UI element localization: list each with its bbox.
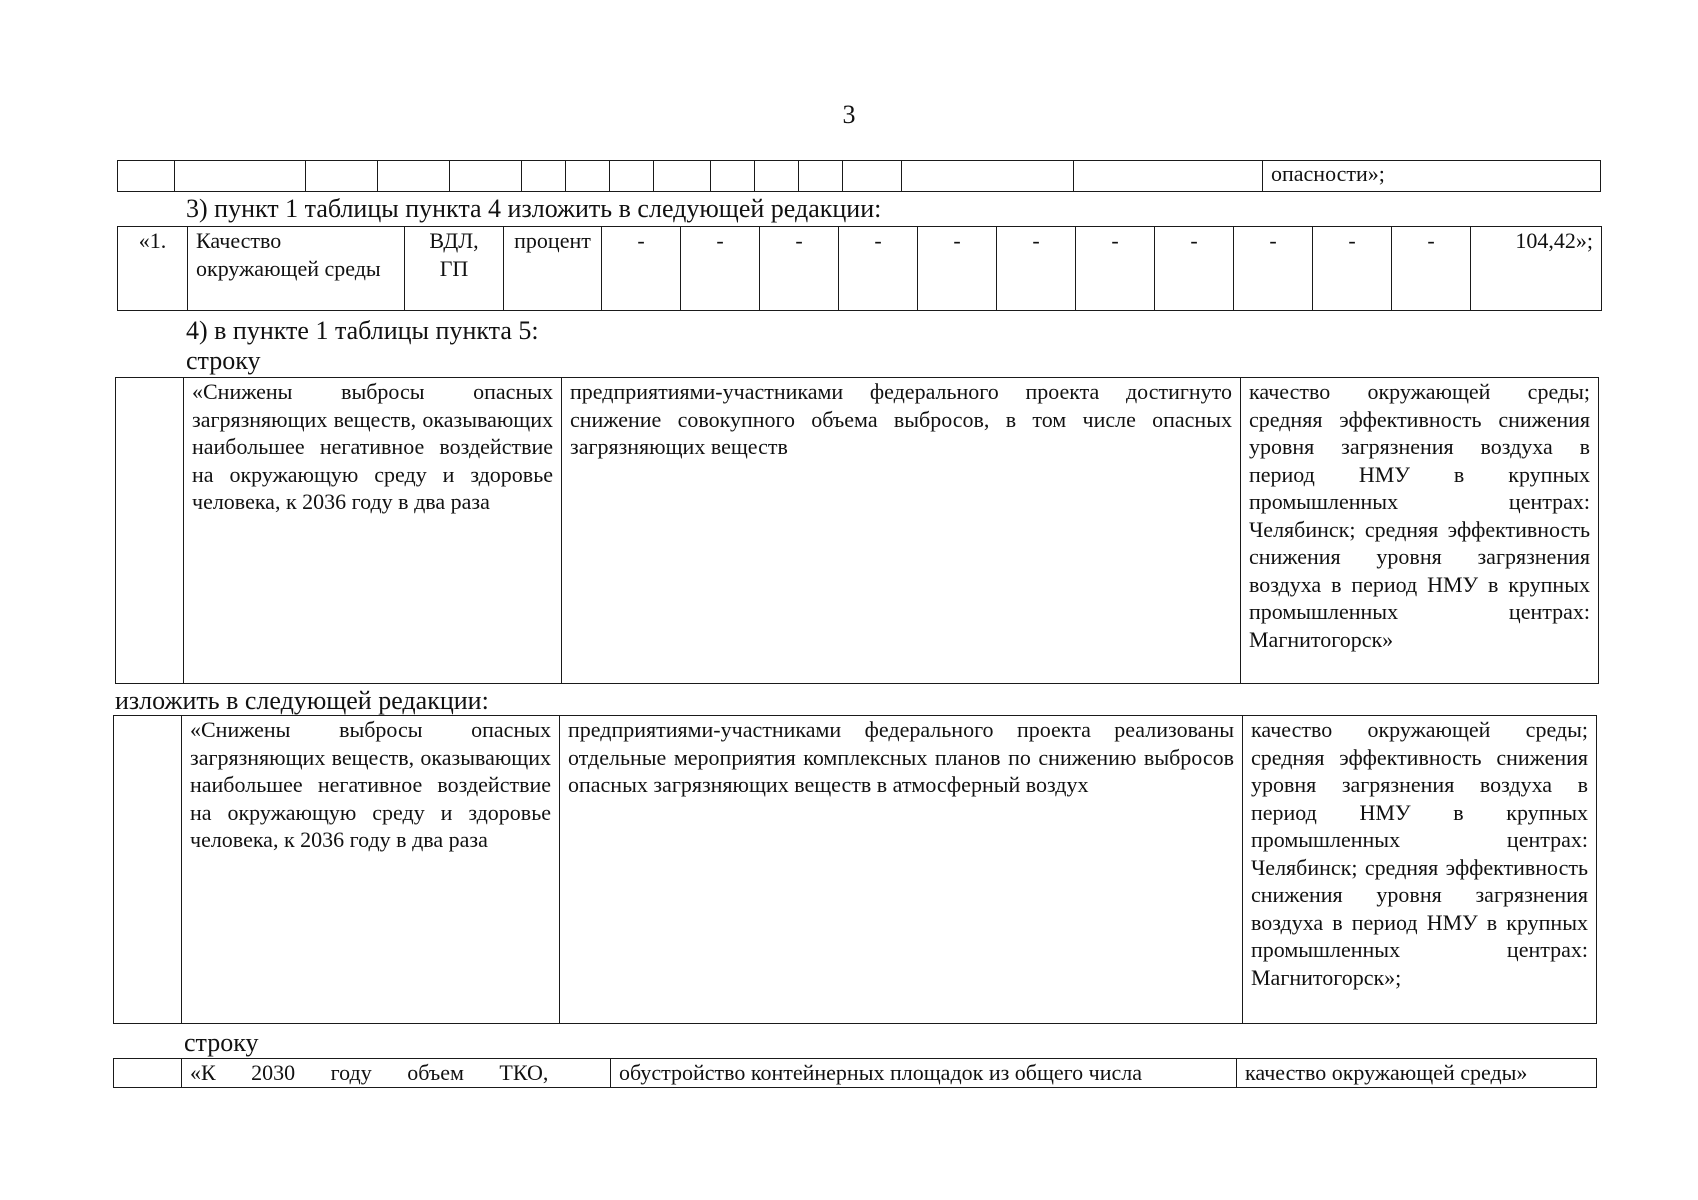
table-row: [116, 378, 1599, 684]
indicator-list: качество окружающей среды»: [1237, 1059, 1597, 1088]
replace-label: изложить в следующей редакции:: [115, 686, 489, 715]
indicator-list: качество окружающей среды; средняя эффективность снижения уровня загрязнения воздуха в период НМУ в крупных промышленных центрах: Челябинск; средняя эффективность снижения уровня загрязнения воздуха в период НМУ в крупных промышленных центрах: Магнитогорск»: [1241, 378, 1599, 684]
result-description: предприятиями-участниками федерального проекта реализованы отдельные мероприятия комплексных планов по снижению выбросов опасных загрязняющих веществ в атмосферный воздух: [560, 716, 1243, 1024]
table-cell: [450, 161, 522, 192]
page-number: 3: [842, 100, 856, 129]
value-cell: -: [1234, 227, 1313, 311]
result-text: «Снижены выбросы опасных загрязняющих веществ, оказывающих наибольшее негативное воздействие на окружающую среду и здоровье человека, к 2036 году в два раза: [184, 378, 562, 684]
table-row: [114, 1059, 1597, 1088]
value-cell: -: [997, 227, 1076, 311]
final-value-cell: 104,42»;: [1471, 227, 1602, 311]
table-cell: [114, 716, 182, 1024]
value-cell: -: [760, 227, 839, 311]
result-description: предприятиями-участниками федерального проекта достигнуто снижение совокупного объема выбросов, в том числе опасных загрязняющих веществ: [562, 378, 1241, 684]
table-cell: [378, 161, 450, 192]
result-text: «К 2030 году объем ТКО,: [182, 1059, 611, 1088]
table-cell: [755, 161, 799, 192]
table-cell: [175, 161, 306, 192]
line-label: строку: [186, 346, 261, 375]
table-cell: [843, 161, 902, 192]
table-cell: [654, 161, 711, 192]
table-cell: [118, 161, 175, 192]
continued-table: [117, 160, 1601, 192]
table-cell: [799, 161, 843, 192]
value-cell: -: [1076, 227, 1155, 311]
next-row-table: [113, 1058, 1597, 1088]
table-cell: [566, 161, 610, 192]
unit-cell: процент: [504, 227, 602, 311]
table-cell: [1074, 161, 1263, 192]
row-number: «1.: [118, 227, 188, 311]
value-cell: -: [1313, 227, 1392, 311]
table-cell: [610, 161, 654, 192]
value-cell: -: [839, 227, 918, 311]
table-cell: опасности»;: [1263, 161, 1601, 192]
item-4-heading: 4) в пункте 1 таблицы пункта 5:: [186, 316, 539, 345]
table-cell: [711, 161, 755, 192]
indicator-table: [117, 226, 1602, 311]
table-cell: [114, 1059, 182, 1088]
new-row-table: [113, 715, 1597, 1024]
table-cell: [902, 161, 1074, 192]
value-cell: -: [918, 227, 997, 311]
table-cell: [116, 378, 184, 684]
table-row: [118, 227, 1602, 311]
indicator-name: Качество окружающей среды: [188, 227, 405, 311]
table-row: [114, 716, 1597, 1024]
value-cell: -: [1392, 227, 1471, 311]
table-cell: [306, 161, 378, 192]
result-text: «Снижены выбросы опасных загрязняющих веществ, оказывающих наибольшее негативное воздействие на окружающую среду и здоровье человека, к 2036 году в два раза: [182, 716, 560, 1024]
table-cell: [522, 161, 566, 192]
item-3-heading: 3) пункт 1 таблицы пункта 4 изложить в следующей редакции:: [186, 194, 882, 223]
indicator-list: качество окружающей среды; средняя эффективность снижения уровня загрязнения воздуха в период НМУ в крупных промышленных центрах: Челябинск; средняя эффективность снижения уровня загрязнения воздуха в период НМУ в крупных промышленных центрах: Магнитогорск»;: [1243, 716, 1597, 1024]
result-description: обустройство контейнерных площадок из общего числа: [611, 1059, 1237, 1088]
old-row-table: [115, 377, 1599, 684]
indicator-level: ВДЛ, ГП: [405, 227, 504, 311]
line-label-2: строку: [184, 1028, 259, 1057]
value-cell: -: [681, 227, 760, 311]
table-row: [118, 161, 1601, 192]
value-cell: -: [602, 227, 681, 311]
value-cell: -: [1155, 227, 1234, 311]
